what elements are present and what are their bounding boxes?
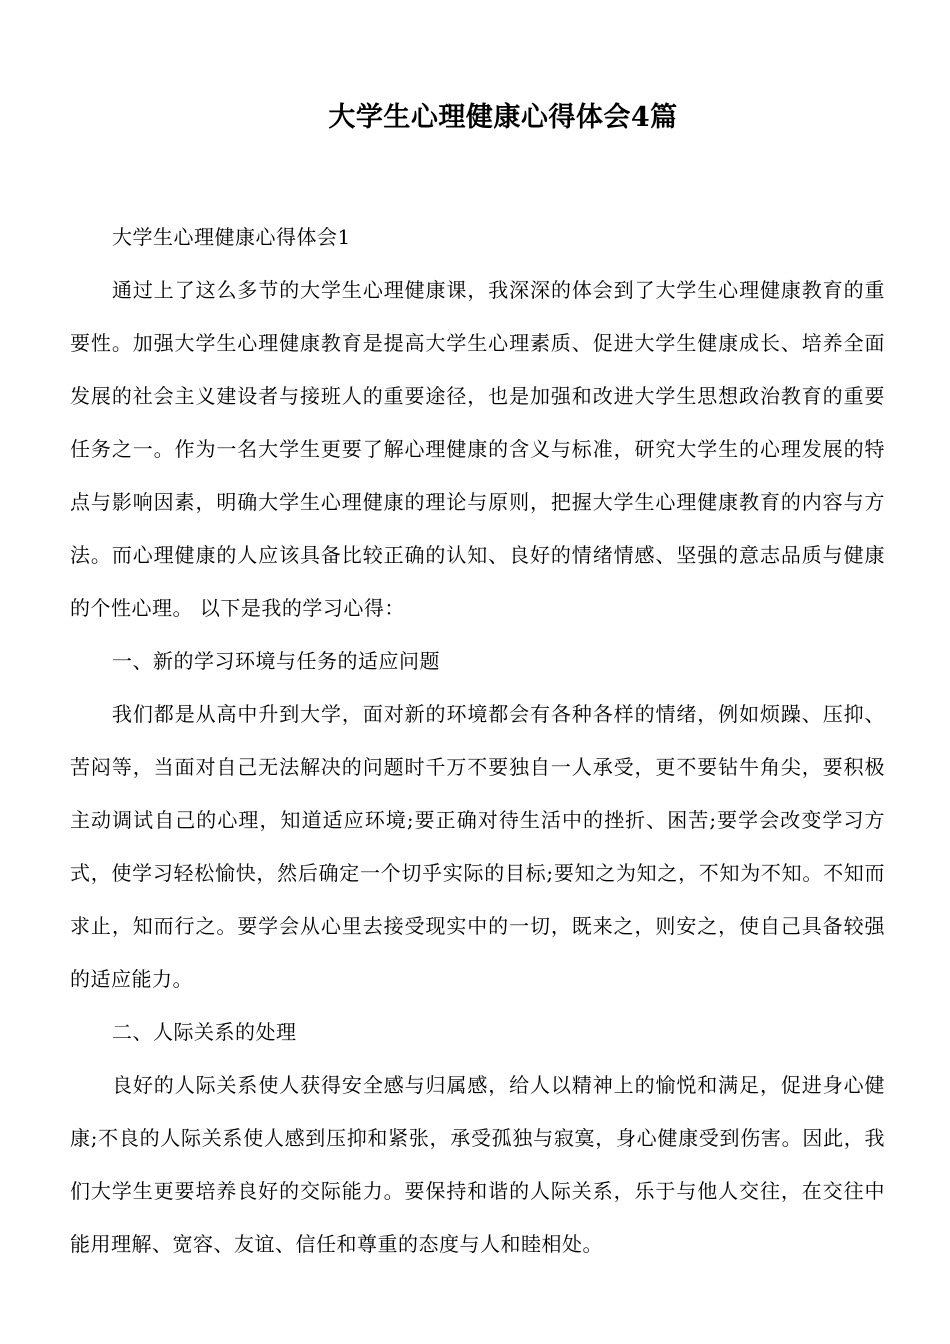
paragraph-adaptation: 我们都是从高中升到大学，面对新的环境都会有各种各样的情绪，例如烦躁、压抑、苦闷等，当面对自己无法解决的问题时千万不要独自一人承受，更不要钻牛角尖，要积极主动调试自己的心理，知道适应环境;要正确对待生活中的挫折、困苦;要学会改变学习方式，使学习轻松愉快，然后确定一个切乎实际的目标;要知之为知之，不知为不知。不知而求止，知而行之。要学会从心里去接受现实中的一切，既来之，则安之，使自己具备较强的适应能力。: [70, 702, 885, 991]
subheading-relationships: 二、人际关系的处理: [112, 1020, 297, 1044]
paragraph-relationships: 良好的人际关系使人获得安全感与归属感，给人以精神上的愉悦和满足，促进身心健康;不良的人际关系使人感到压抑和紧张，承受孤独与寂寞，身心健康受到伤害。因此，我们大学生更要培养良好的交际能力。要保持和谐的人际关系，乐于与他人交往，在交往中能用理解、宽容、友谊、信任和尊重的态度与人和睦相处。: [70, 1073, 885, 1256]
subheading-adaptation: 一、新的学习环境与任务的适应问题: [112, 649, 440, 673]
section-heading-1: 大学生心理健康心得体会1: [112, 225, 351, 249]
document-title: 大学生心理健康心得体会4篇: [328, 102, 678, 133]
paragraph-intro: 通过上了这么多节的大学生心理健康课，我深深的体会到了大学生心理健康教育的重要性。加强大学生心理健康教育是提高大学生心理素质、促进大学生健康成长、培养全面发展的社会主义建设者与接班人的重要途径，也是加强和改进大学生思想政治教育的重要任务之一。作为一名大学生更要了解心理健康的含义与标准，研究大学生的心理发展的特点与影响因素，明确大学生心理健康的理论与原则，把握大学生心理健康教育的内容与方法。而心理健康的人应该具备比较正确的认知、良好的情绪情感、坚强的意志品质与健康的个性心理。 以下是我的学习心得：: [70, 278, 885, 620]
document-body: [70, 211, 885, 1271]
